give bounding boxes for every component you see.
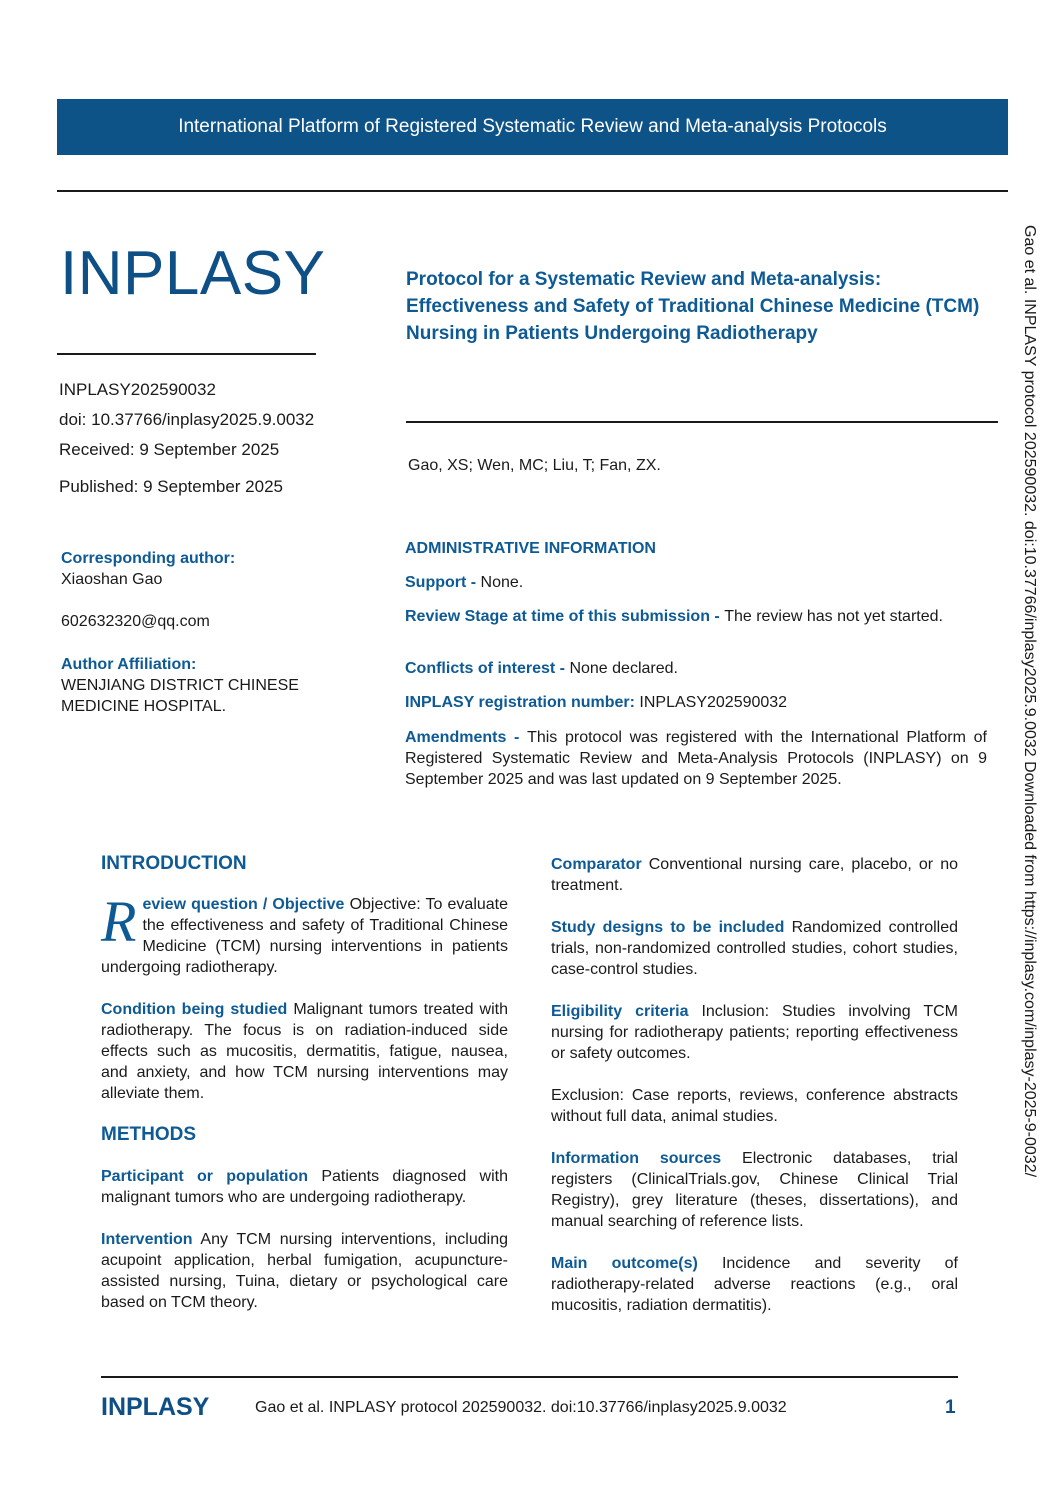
intervention — [101, 1229, 508, 1313]
corresponding-author — [61, 548, 341, 632]
footer-brand: INPLASY — [101, 1393, 210, 1421]
stage-value: The review has not yet started. — [724, 608, 943, 625]
title-divider — [406, 421, 998, 423]
information-sources-label: Information sources — [551, 1150, 722, 1167]
vertical-citation: Gao et al. INPLASY protocol 202590032. doi:10.37766/inplasy2025.9.0032 Downloaded from https://inplasy.com/inplasy-2025-9-0032/ — [1021, 225, 1038, 1178]
study-designs-label: Study designs to be included — [551, 919, 785, 936]
admin-amendments — [405, 727, 987, 790]
corresponding-email: 602632320@qq.com — [61, 613, 210, 630]
admin-registration — [405, 692, 987, 713]
affiliation-value: WENJIANG DISTRICT CHINESE MEDICINE HOSPITAL. — [61, 677, 299, 715]
footer-divider — [101, 1376, 958, 1378]
admin-heading-text: ADMINISTRATIVE INFORMATION — [405, 540, 656, 557]
condition-label: Condition being studied — [101, 1001, 288, 1018]
affiliation-label: Author Affiliation: — [61, 656, 197, 673]
comparator-text: Conventional nursing care, placebo, or no treatment. — [551, 856, 958, 894]
comparator-label: Comparator — [551, 856, 642, 873]
eligibility — [551, 1001, 958, 1064]
doi: doi: 10.37766/inplasy2025.9.0032 — [59, 410, 315, 429]
left-column — [101, 853, 508, 1313]
intervention-text: Any TCM nursing interventions, including acupoint application, herbal fumigation, acupuncture-assisted nursing, Tuina, dietary or psychological care based on TCM theory. — [101, 1231, 508, 1311]
comparator — [551, 854, 958, 896]
footer-citation: Gao et al. INPLASY protocol 202590032. doi:10.37766/inplasy2025.9.0032 — [255, 1399, 787, 1416]
review-question-text: Objective: To evaluate the effectiveness and safety of Traditional Chinese Medicine (TCM) nursing interventions in patients undergoing radiotherapy. — [101, 896, 509, 976]
main-outcomes-label: Main outcome(s) — [551, 1255, 698, 1272]
information-sources — [551, 1148, 958, 1232]
review-question-label: eview question / Objective — [142, 896, 345, 913]
stage-label: Review Stage at time of this submission - — [405, 608, 725, 625]
reg-label: INPLASY registration number: — [405, 694, 640, 711]
corresponding-name: Xiaoshan Gao — [61, 571, 163, 588]
corresponding-label: Corresponding author: — [61, 550, 236, 567]
participants-text: Patients diagnosed with malignant tumors who are undergoing radiotherapy. — [101, 1168, 508, 1206]
information-sources-text: Electronic databases, trial registers (ClinicalTrials.gov, Chinese Clinical Trial Registry), grey literature (theses, dissertations), and manual searching of reference lists. — [551, 1150, 958, 1230]
header-banner: International Platform of Registered Systematic Review and Meta-analysis Protocols — [57, 99, 1008, 155]
condition-studied — [101, 999, 508, 1104]
participants-label: Participant or population — [101, 1168, 309, 1185]
admin-support — [405, 572, 987, 593]
support-value: None. — [480, 574, 524, 591]
dropcap-letter: R — [101, 889, 137, 954]
introduction-heading: INTRODUCTION — [101, 853, 247, 874]
intervention-label: Intervention — [101, 1231, 193, 1248]
protocol-id: INPLASY202590032 — [59, 380, 216, 399]
brand-logo-text: INPLASY — [60, 239, 326, 308]
authors: Gao, XS; Wen, MC; Liu, T; Fan, ZX. — [408, 457, 661, 474]
page-number: 1 — [945, 1397, 956, 1418]
condition-text: Malignant tumors treated with radiotherapy. The focus is on radiation-induced side effects such as mucositis, dermatitis, fatigue, nausea, and anxiety, and how TCM nursing interventions may alleviate them. — [101, 1001, 508, 1102]
amend-value: This protocol was registered with the International Platform of Registered Systematic Review and Meta-Analysis Protocols (INPLASY) on 9 September 2025 and was last updated on 9 September 2025. — [405, 729, 987, 788]
eligibility-text: Inclusion: Studies involving TCM nursing for radiotherapy patients; reporting effectiveness or safety outcomes. — [551, 1003, 958, 1062]
exclusion-text: Exclusion: Case reports, reviews, conference abstracts without full data, animal studies. — [551, 1087, 958, 1125]
amend-label: Amendments - — [405, 729, 528, 746]
top-divider — [57, 190, 1008, 192]
conflicts-label: Conflicts of interest - — [405, 660, 570, 677]
brand-divider — [57, 353, 316, 355]
study-designs — [551, 917, 958, 980]
published-date: Published: 9 September 2025 — [59, 477, 283, 496]
study-designs-text: Randomized controlled trials, non-randomized controlled studies, cohort studies, case-control studies. — [551, 919, 959, 978]
admin-heading — [405, 538, 987, 559]
participants — [101, 1166, 508, 1208]
main-outcomes — [551, 1253, 958, 1316]
admin-review-stage — [405, 606, 987, 627]
main-outcomes-text: Incidence and severity of radiotherapy-related adverse reactions (e.g., oral mucositis, radiation dermatitis). — [551, 1255, 958, 1314]
methods-heading: METHODS — [101, 1124, 196, 1145]
received-date: Received: 9 September 2025 — [59, 440, 280, 459]
support-label: Support - — [405, 574, 481, 591]
right-column — [551, 854, 958, 1316]
admin-conflicts — [405, 658, 987, 679]
reg-value: INPLASY202590032 — [639, 694, 788, 711]
eligibility-label: Eligibility criteria — [551, 1003, 689, 1020]
paper-title: Protocol for a Systematic Review and Meta-analysis: Effectiveness and Safety of Traditional Chinese Medicine (TCM) Nursing in Patients Undergoing Radiotherapy — [406, 269, 980, 344]
review-question — [101, 889, 509, 978]
author-affiliation — [61, 654, 341, 717]
conflicts-value: None declared. — [569, 660, 678, 677]
